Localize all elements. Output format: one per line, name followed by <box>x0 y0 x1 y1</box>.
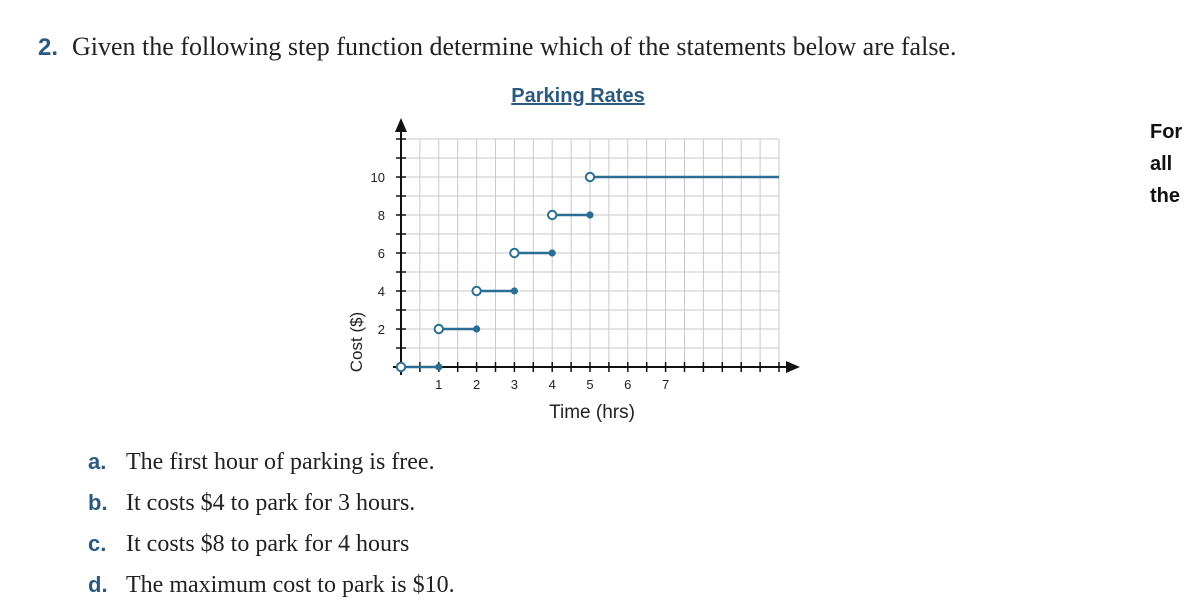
side-note-line: the <box>1150 185 1180 207</box>
statement-list <box>88 444 455 608</box>
open-endpoint <box>510 249 518 257</box>
x-tick-label: 1 <box>435 377 443 392</box>
chart-title: Parking Rates <box>511 85 645 107</box>
statement-letter: d. <box>88 572 108 597</box>
statement-letter: c. <box>88 531 107 556</box>
closed-endpoint <box>435 363 442 370</box>
statement-text: The maximum cost to park is $10. <box>126 572 455 598</box>
y-tick-label: 6 <box>377 246 385 261</box>
closed-endpoint <box>549 249 556 256</box>
closed-endpoint <box>473 325 480 332</box>
question-text: Given the following step function determine which of the statements below are false. <box>72 32 957 61</box>
x-axis-label: Time (hrs) <box>549 402 635 423</box>
x-tick-label: 5 <box>586 377 594 392</box>
x-tick-label: 7 <box>661 377 670 392</box>
statement-text: It costs $8 to park for 4 hours <box>126 531 410 557</box>
side-note <box>1150 116 1182 212</box>
y-tick-label: 8 <box>377 208 385 223</box>
open-endpoint <box>472 287 480 295</box>
y-tick-label: 2 <box>377 322 385 337</box>
parking-rates-chart <box>330 80 820 430</box>
x-tick-label: 4 <box>548 377 556 392</box>
statement-c <box>88 526 455 567</box>
statement-a <box>88 444 455 485</box>
statement-letter: b. <box>88 490 108 515</box>
statement-text: It costs $4 to park for 3 hours. <box>126 490 416 516</box>
statement-d <box>88 567 455 608</box>
statement-letter: a. <box>88 449 107 474</box>
open-endpoint <box>435 325 443 333</box>
statement-text: The first hour of parking is free. <box>126 449 435 475</box>
x-tick-label: 6 <box>624 377 632 392</box>
open-endpoint <box>397 363 405 371</box>
question-number: 2. <box>38 34 59 61</box>
x-axis-arrow <box>786 361 800 373</box>
chart-axes <box>393 118 800 375</box>
closed-endpoint <box>511 287 518 294</box>
side-note-line: all <box>1150 153 1173 175</box>
statement-b <box>88 485 455 526</box>
y-tick-label: 10 <box>370 170 385 185</box>
x-tick-label: 3 <box>510 377 519 392</box>
y-tick-label: 4 <box>377 284 385 299</box>
side-note-line: For <box>1150 121 1183 143</box>
closed-endpoint <box>586 211 593 218</box>
y-axis-label: Cost ($) <box>347 311 366 373</box>
question-heading <box>38 32 956 62</box>
y-axis-arrow <box>395 118 407 132</box>
x-tick-label: 2 <box>472 377 481 392</box>
open-endpoint <box>586 173 594 181</box>
open-endpoint <box>548 211 556 219</box>
